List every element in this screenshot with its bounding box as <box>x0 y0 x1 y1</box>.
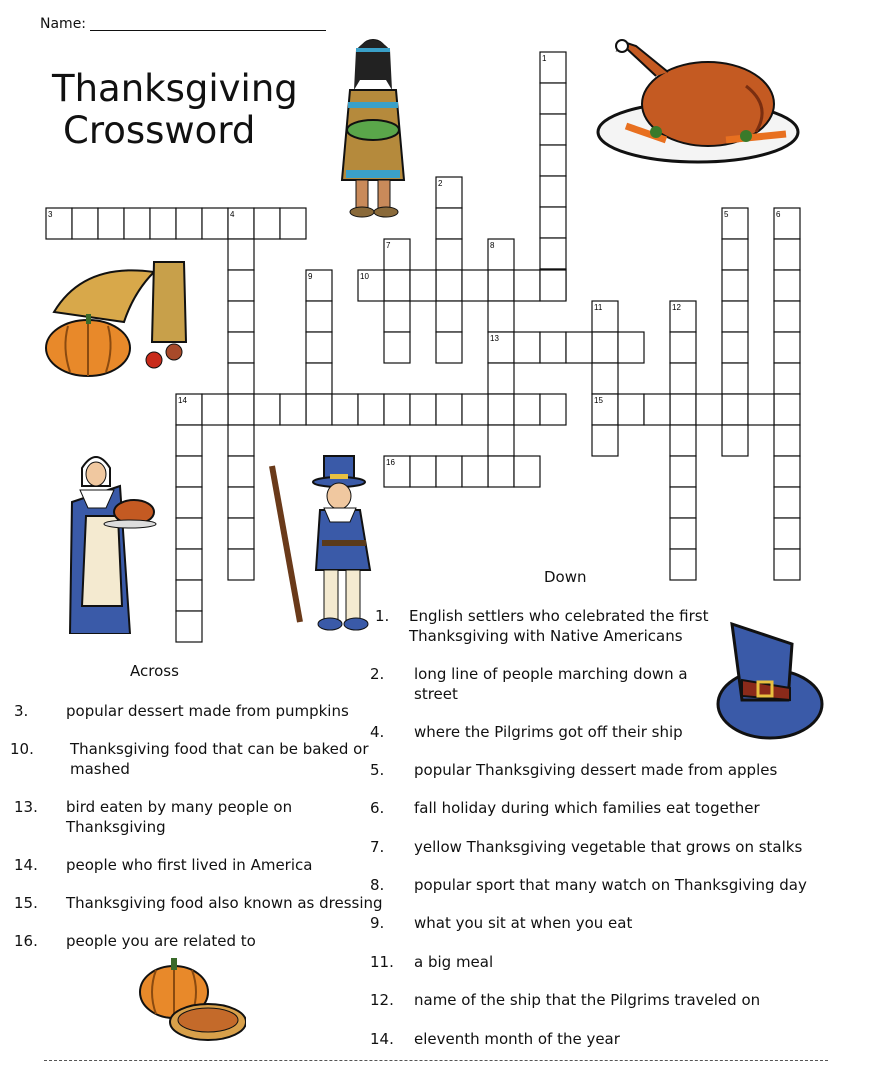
clue-text: Thanksgiving food that can be baked or mashed <box>70 740 369 778</box>
grid-cell[interactable] <box>722 301 748 332</box>
clue-number: 13. <box>14 798 38 816</box>
grid-cell[interactable] <box>488 301 514 332</box>
grid-cell[interactable] <box>618 394 644 425</box>
across-heading: Across <box>130 662 179 680</box>
grid-cell[interactable] <box>306 301 332 332</box>
grid-cell[interactable] <box>176 580 202 611</box>
grid-cell[interactable] <box>696 394 722 425</box>
clue-text: English settlers who celebrated the first Thanksgiving with Native Americans <box>409 607 709 645</box>
grid-cell[interactable] <box>254 208 280 239</box>
grid-cell[interactable] <box>488 394 514 425</box>
grid-cell[interactable] <box>540 394 566 425</box>
grid-cell[interactable] <box>540 83 566 114</box>
clue-number: 12. <box>370 991 394 1009</box>
grid-cell[interactable] <box>436 301 462 332</box>
clue-number: 3. <box>14 702 29 720</box>
clue-number: 1. <box>375 607 390 625</box>
grid-cell[interactable] <box>722 363 748 394</box>
grid-cell[interactable] <box>774 487 800 518</box>
grid-cell[interactable] <box>514 270 540 301</box>
grid-cell[interactable] <box>722 425 748 456</box>
grid-cell[interactable] <box>540 238 566 269</box>
grid-cell[interactable] <box>254 394 280 425</box>
grid-number-4: 4 <box>230 210 235 219</box>
grid-cell[interactable] <box>410 394 436 425</box>
grid-cell[interactable] <box>176 518 202 549</box>
grid-cell[interactable] <box>202 208 228 239</box>
clue-number: 8. <box>370 876 385 894</box>
grid-cell[interactable] <box>228 549 254 580</box>
grid-cell[interactable] <box>488 425 514 456</box>
grid-number-8: 8 <box>490 241 495 250</box>
grid-number-10: 10 <box>360 272 369 281</box>
grid-cell[interactable] <box>358 394 384 425</box>
clue-number: 5. <box>370 761 385 779</box>
grid-cell[interactable] <box>540 176 566 207</box>
grid-cell[interactable] <box>72 208 98 239</box>
down-clue-8 <box>370 875 834 895</box>
grid-cell[interactable] <box>722 394 748 425</box>
clue-number: 15. <box>14 894 38 912</box>
clue-text: fall holiday during which families eat together <box>414 799 760 817</box>
grid-cell[interactable] <box>774 301 800 332</box>
grid-cell[interactable] <box>748 394 774 425</box>
clue-text: long line of people marching down a street <box>414 665 688 703</box>
grid-cell[interactable] <box>592 363 618 394</box>
grid-cell[interactable] <box>566 332 592 363</box>
clue-text: people you are related to <box>66 932 256 950</box>
pumpkin-pie-illustration <box>134 956 246 1048</box>
down-clue-9 <box>370 913 834 933</box>
grid-cell[interactable] <box>332 394 358 425</box>
grid-cell[interactable] <box>488 363 514 394</box>
grid-cell[interactable] <box>540 114 566 145</box>
grid-cell[interactable] <box>228 487 254 518</box>
clue-number: 6. <box>370 799 385 817</box>
grid-number-6: 6 <box>776 210 781 219</box>
down-clue-2 <box>370 664 734 704</box>
grid-number-1: 1 <box>542 54 547 63</box>
down-heading: Down <box>544 568 587 586</box>
grid-cell[interactable] <box>436 394 462 425</box>
grid-cell[interactable] <box>644 394 670 425</box>
grid-cell[interactable] <box>774 363 800 394</box>
clue-text: eleventh month of the year <box>414 1030 620 1048</box>
clue-number: 9. <box>370 914 385 932</box>
grid-cell[interactable] <box>436 208 462 239</box>
cornucopia-illustration <box>44 252 194 378</box>
grid-number-14: 14 <box>178 396 187 405</box>
grid-cell[interactable] <box>514 332 540 363</box>
native-woman-illustration <box>326 30 420 220</box>
grid-cell[interactable] <box>228 518 254 549</box>
across-clue-3 <box>14 701 406 721</box>
grid-number-15: 15 <box>594 396 603 405</box>
grid-cell[interactable] <box>462 456 488 487</box>
grid-cell[interactable] <box>514 394 540 425</box>
grid-cell[interactable] <box>774 549 800 580</box>
grid-cell[interactable] <box>176 487 202 518</box>
title-line-1: Thanksgiving <box>52 67 298 110</box>
turkey-platter-illustration <box>596 36 800 166</box>
grid-cell[interactable] <box>592 332 618 363</box>
grid-cell[interactable] <box>540 332 566 363</box>
grid-cell[interactable] <box>462 394 488 425</box>
grid-cell[interactable] <box>150 208 176 239</box>
grid-cell[interactable] <box>124 208 150 239</box>
grid-cell[interactable] <box>228 394 254 425</box>
grid-cell[interactable] <box>436 456 462 487</box>
clue-text: what you sit at when you eat <box>414 914 633 932</box>
grid-cell[interactable] <box>280 208 306 239</box>
grid-cell[interactable] <box>670 363 696 394</box>
grid-cell[interactable] <box>436 332 462 363</box>
clue-text: name of the ship that the Pilgrims traveled on <box>414 991 761 1009</box>
grid-number-16: 16 <box>386 458 395 467</box>
down-clue-1 <box>375 606 729 646</box>
clue-text: a big meal <box>414 953 494 971</box>
pilgrim-woman-illustration <box>66 446 158 634</box>
cut-line <box>44 1060 828 1061</box>
clue-number: 4. <box>370 723 385 741</box>
grid-cell[interactable] <box>774 518 800 549</box>
clue-text: popular dessert made from pumpkins <box>66 702 349 720</box>
grid-cell[interactable] <box>306 332 332 363</box>
grid-cell[interactable] <box>592 425 618 456</box>
clue-number: 2. <box>370 665 385 683</box>
grid-cell[interactable] <box>670 332 696 363</box>
across-clue-15 <box>14 893 416 913</box>
grid-cell[interactable] <box>176 208 202 239</box>
across-clue-16 <box>14 931 406 951</box>
across-clue-14 <box>14 855 406 875</box>
down-clue-7 <box>370 837 834 857</box>
grid-cell[interactable] <box>228 270 254 301</box>
clue-number: 7. <box>370 838 385 856</box>
clue-text: people who first lived in America <box>66 856 313 874</box>
grid-cell[interactable] <box>670 394 696 425</box>
clue-text: bird eaten by many people on Thanksgiving <box>66 798 293 836</box>
grid-cell[interactable] <box>176 456 202 487</box>
grid-cell[interactable] <box>722 270 748 301</box>
grid-cell[interactable] <box>540 207 566 238</box>
clue-text: yellow Thanksgiving vegetable that grows on stalks <box>414 838 803 856</box>
grid-cell[interactable] <box>722 239 748 270</box>
down-clue-11 <box>370 952 834 972</box>
grid-cell[interactable] <box>176 549 202 580</box>
grid-cell[interactable] <box>280 394 306 425</box>
grid-cell[interactable] <box>410 270 436 301</box>
grid-cell[interactable] <box>774 456 800 487</box>
name-label: Name: <box>40 16 87 32</box>
grid-cell[interactable] <box>228 363 254 394</box>
grid-cell[interactable] <box>514 456 540 487</box>
grid-cell[interactable] <box>436 239 462 270</box>
down-clue-6 <box>370 798 834 818</box>
grid-cell[interactable] <box>670 425 696 456</box>
grid-cell[interactable] <box>722 332 748 363</box>
grid-cell[interactable] <box>410 456 436 487</box>
across-clue-13 <box>14 797 366 837</box>
grid-cell[interactable] <box>774 239 800 270</box>
across-clue-10 <box>10 739 410 779</box>
grid-cell[interactable] <box>228 301 254 332</box>
down-clue-5 <box>370 760 834 780</box>
clue-text: popular sport that many watch on Thanksgiving day <box>414 876 807 894</box>
grid-cell[interactable] <box>774 332 800 363</box>
grid-cell[interactable] <box>670 456 696 487</box>
down-clue-12 <box>370 990 834 1010</box>
grid-cell[interactable] <box>774 425 800 456</box>
grid-cell[interactable] <box>462 270 488 301</box>
grid-cell[interactable] <box>670 549 696 580</box>
grid-cell[interactable] <box>228 332 254 363</box>
grid-number-9: 9 <box>308 272 313 281</box>
title-line-2: Crossword <box>63 109 256 152</box>
grid-cell[interactable] <box>670 487 696 518</box>
grid-cell[interactable] <box>176 425 202 456</box>
clue-number: 14. <box>14 856 38 874</box>
grid-cell[interactable] <box>670 518 696 549</box>
pilgrim-man-illustration <box>264 452 380 640</box>
grid-cell[interactable] <box>306 363 332 394</box>
grid-cell[interactable] <box>202 394 228 425</box>
clue-number: 16. <box>14 932 38 950</box>
clue-number: 14. <box>370 1030 394 1048</box>
grid-cell[interactable] <box>384 394 410 425</box>
grid-cell[interactable] <box>228 456 254 487</box>
grid-cell[interactable] <box>774 394 800 425</box>
grid-cell[interactable] <box>774 270 800 301</box>
grid-cell[interactable] <box>436 270 462 301</box>
clue-number: 10. <box>10 740 34 758</box>
grid-cell[interactable] <box>228 425 254 456</box>
grid-cell[interactable] <box>540 145 566 176</box>
down-clue-4 <box>370 722 794 742</box>
down-clue-14 <box>370 1029 834 1049</box>
clue-text: Thanksgiving food also known as dressing <box>66 894 383 912</box>
grid-cell[interactable] <box>540 270 566 301</box>
clue-text: where the Pilgrims got off their ship <box>414 723 683 741</box>
clue-number: 11. <box>370 953 394 971</box>
grid-cell[interactable] <box>384 270 410 301</box>
grid-number-2: 2 <box>438 179 443 188</box>
grid-cell[interactable] <box>488 270 514 301</box>
grid-number-12: 12 <box>672 303 681 312</box>
grid-cell[interactable] <box>488 456 514 487</box>
grid-cell[interactable] <box>384 301 410 332</box>
grid-number-7: 7 <box>386 241 391 250</box>
grid-number-13: 13 <box>490 334 499 343</box>
grid-cell[interactable] <box>98 208 124 239</box>
grid-number-3: 3 <box>48 210 53 219</box>
grid-cell[interactable] <box>618 332 644 363</box>
grid-number-11: 11 <box>594 303 603 312</box>
clue-text: popular Thanksgiving dessert made from apples <box>414 761 778 779</box>
grid-cell[interactable] <box>228 239 254 270</box>
grid-number-5: 5 <box>724 210 729 219</box>
grid-cell[interactable] <box>306 394 332 425</box>
grid-cell[interactable] <box>384 332 410 363</box>
grid-cell[interactable] <box>176 611 202 642</box>
